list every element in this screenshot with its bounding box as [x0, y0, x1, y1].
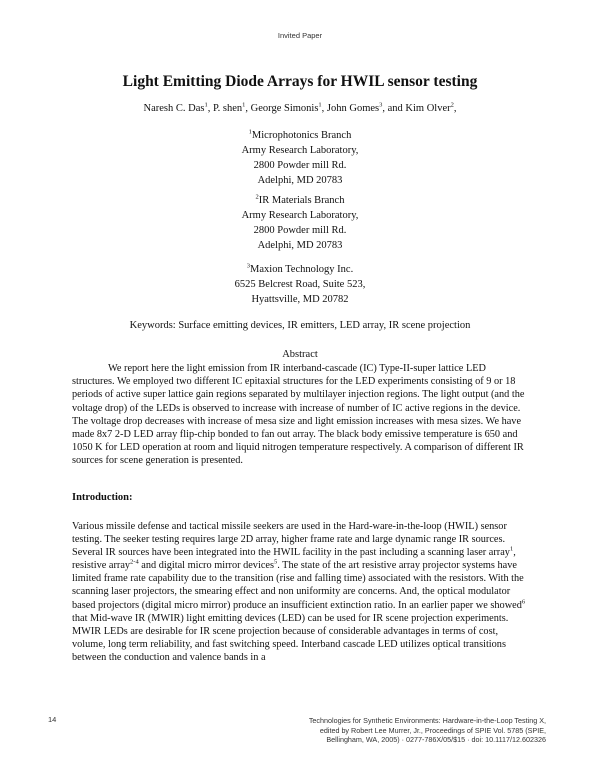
author-affiliation-mark: 3: [379, 101, 383, 109]
author-separator: , and: [382, 103, 406, 114]
body-text: , resistive array: [72, 547, 516, 572]
running-header: Invited Paper: [277, 31, 323, 40]
affiliation-line: Adelphi, MD 20783: [257, 175, 343, 186]
author-affiliation-mark: 2: [450, 101, 454, 109]
affiliation-line: Army Research Laboratory,: [241, 210, 359, 221]
affiliation-line: 6525 Belcrest Road, Suite 523,: [234, 279, 366, 290]
affiliation-line: [0, 128, 600, 143]
affiliation-name: Maxion Technology Inc.: [250, 264, 354, 275]
affiliation-line: Adelphi, MD 20783: [257, 240, 343, 251]
affiliation-line: [0, 193, 600, 208]
affiliation-line: Hyattsville, MD 20782: [251, 294, 349, 305]
affiliation-line: Army Research Laboratory,: [241, 145, 359, 156]
body-text: Various missile defense and tactical missile seekers are used in the Hard-ware-in-the-loop (HWIL) sensor testing. The seeker testing requires large 2D array, higher frame rate and large dynamic range IR sources. Several IR sources have been integrated into the HWIL facility in the past including a scanning laser array: [72, 521, 510, 559]
introduction-paragraph: [72, 520, 532, 664]
publication-footer: [268, 716, 546, 745]
affiliation-mark: 1: [248, 128, 252, 136]
page-number: 14: [48, 715, 57, 724]
body-text: that Mid-wave IR (MWIR) light emitting devices (LED) can be used for IR scene projection experiments. MWIR LEDs are desirable for IR scene projection because of considerable advantages in terms of cost, volume, long term reliability, and fast switching speed. Interband cascade LED utilizes optical transitions between the conduction and valence bands in a: [72, 612, 509, 663]
author-separator: ,: [207, 103, 213, 114]
author: John Gomes: [326, 103, 380, 114]
author-list: [0, 103, 600, 114]
affiliation-line: 2800 Powder mill Rd.: [253, 225, 347, 236]
abstract-paragraph: We report here the light emission from IR interband-cascade (IC) Type-II-super lattice LED structures. We employed two different IC epitaxial structures for the LED experiments consisting of 9 or 18 periods of active super lattice gain regions separated by multilayer injection regions. The light output (and the voltage drop) of the LEDs is observed to increase with increase of number of IC active regions in the device. The voltage drop decreases with increase of mesa size and light emission increases with mesa sizes. We have made 8x7 2-D LED array flip-chip bonded to fan out array. The black body emissive temperature is 650 and 1050 K for LED operation at room and liquid nitrogen temperature respectively. A comparison of different IR sources for scene generation is presented.: [72, 363, 525, 467]
footer-line: Bellingham, WA, 2005) · 0277-786X/05/$15 · doi: 10.1117/12.602326: [326, 735, 546, 745]
author-separator: ,: [245, 103, 251, 114]
author-separator: ,: [321, 103, 327, 114]
footer-line: Technologies for Synthetic Environments: Hardware-in-the-Loop Testing X,: [308, 716, 546, 725]
affiliation-block: [0, 262, 600, 307]
section-heading: Introduction:: [72, 492, 133, 503]
affiliation-block: [0, 193, 600, 253]
body-text: . The state of the art resistive array projector systems have limited frame rate capability due to the transition (rise and falling time) associated with the resistors. With the scanning laser projectors, the smearing effect and non uniformity are concerns. And, the optical modulator based projectors (digital micro mirror) produce an insufficient extinction ratio. In an earlier paper we showed: [72, 560, 524, 611]
footer-line: edited by Robert Lee Murrer, Jr., Proceedings of SPIE Vol. 5785 (SPIE,: [319, 725, 546, 735]
citation-mark: 5: [273, 558, 278, 566]
affiliation-mark: 3: [246, 262, 251, 270]
affiliation-name: IR Materials Branch: [258, 195, 345, 206]
abstract-heading: Abstract: [282, 349, 318, 360]
author: George Simonis: [250, 103, 319, 114]
citation-mark: 2-4: [130, 558, 139, 566]
keywords: Keywords: Surface emitting devices, IR emitters, LED array, IR scene projection: [129, 320, 471, 331]
author: Kim Olver: [405, 103, 451, 114]
author: Naresh C. Das: [143, 103, 205, 114]
body-text: and digital micro mirror devices: [138, 560, 274, 572]
affiliation-mark: 2: [255, 193, 259, 201]
author-affiliation-mark: 1: [204, 101, 208, 109]
introduction-body: [72, 520, 532, 664]
affiliation-line: [0, 262, 600, 277]
affiliation-block: [0, 128, 600, 188]
paper-title: Light Emitting Diode Arrays for HWIL sensor testing: [122, 73, 478, 90]
affiliation-name: Microphotonics Branch: [251, 130, 352, 141]
citation-mark: 6: [521, 598, 526, 606]
citation-mark: 1: [509, 545, 514, 553]
author-separator: ,: [453, 103, 457, 114]
abstract-body: [72, 362, 527, 468]
author-affiliation-mark: 1: [318, 101, 322, 109]
author-affiliation-mark: 1: [242, 101, 246, 109]
affiliation-line: 2800 Powder mill Rd.: [253, 160, 347, 171]
author: P. shen: [212, 103, 243, 114]
